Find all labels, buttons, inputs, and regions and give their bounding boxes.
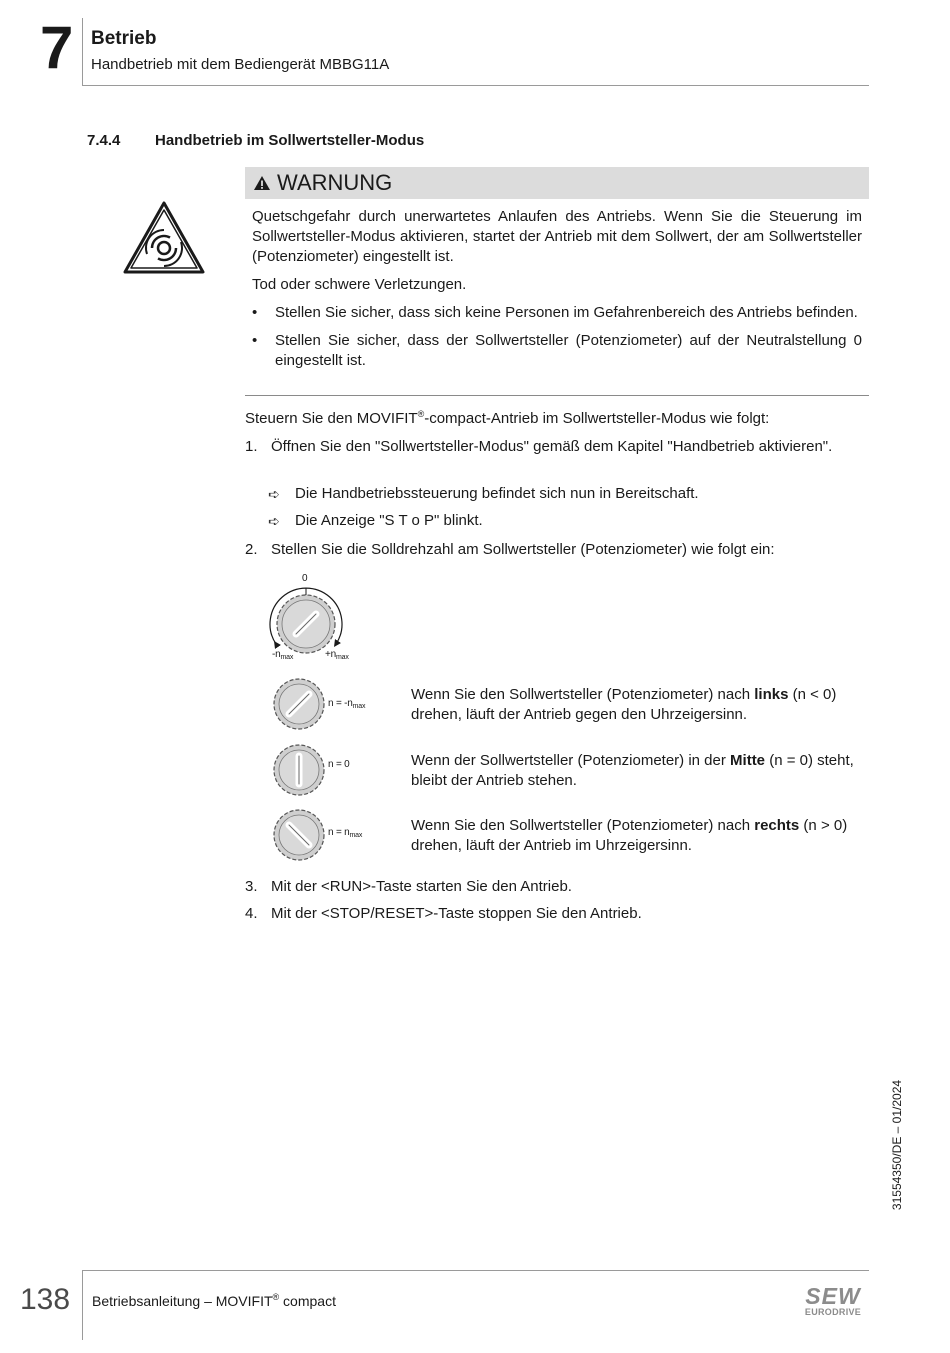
section-title: Handbetrieb im Sollwertsteller-Modus bbox=[155, 132, 425, 149]
document-id bbox=[887, 1075, 907, 1215]
result-text: Die Anzeige "S T o P" blinkt. bbox=[295, 512, 483, 529]
step-text: Stellen Sie die Solldrehzahl am Sollwertsteller (Potenziometer) wie folgt ein: bbox=[271, 541, 775, 558]
step-number: 2. bbox=[245, 541, 258, 558]
warning-triangle-icon bbox=[253, 175, 271, 191]
knob-description-center: Wenn der Sollwertsteller (Potenziometer) in der Mitte (n = 0) steht, bleibt der Antrieb stehen. bbox=[411, 752, 854, 789]
potentiometer-min-label: $-n_{max}$ bbox=[272, 649, 294, 661]
footer-document-title: Betriebsanleitung – MOVIFIT® compact bbox=[92, 1292, 336, 1309]
result-arrow-icon: ➪ bbox=[268, 486, 280, 502]
warning-bottom-rule bbox=[245, 395, 869, 396]
knob-label-left: $n = -n_{max}$ bbox=[328, 698, 366, 710]
step-text: Mit der <RUN>-Taste starten Sie den Antrieb. bbox=[271, 878, 572, 895]
knob-label-center: n = 0 bbox=[328, 759, 350, 770]
warning-title: WARNUNG bbox=[277, 170, 393, 195]
result-arrow-icon: ➪ bbox=[268, 513, 280, 529]
potentiometer-left-icon bbox=[272, 677, 326, 731]
knob-label-right: $n = n_{max}$ bbox=[328, 827, 363, 839]
svg-text:SEW: SEW bbox=[805, 1284, 861, 1309]
warning-body bbox=[252, 207, 862, 379]
step-number: 1. bbox=[245, 438, 258, 455]
warning-text: Quetschgefahr durch unerwartetes Anlaufen des Antriebs. Wenn Sie die Steuerung im Sollwertsteller-Modus aktivieren, startet der Antrieb mit dem Sollwert, der am Sollwertsteller (Potenziometer) eingestellt ist. bbox=[252, 208, 862, 265]
page-number: 138 bbox=[20, 1283, 71, 1316]
rotating-hazard-icon bbox=[122, 200, 206, 276]
intro-suffix: -compact-Antrieb im Sollwertsteller-Modus wie folgt: bbox=[424, 410, 770, 427]
document-id-text: 31554350/DE – 01/2024 bbox=[890, 1079, 904, 1211]
step-text: Öffnen Sie den "Sollwertsteller-Modus" gemäß dem Kapitel "Handbetrieb aktivieren". bbox=[271, 438, 833, 455]
warning-consequence: Tod oder schwere Verletzungen. bbox=[252, 276, 467, 293]
warning-measure-text: Stellen Sie sicher, dass der Sollwertsteller (Potenziometer) auf der Neutralstellung 0 eingestellt ist. bbox=[275, 332, 862, 369]
knob-description-right: Wenn Sie den Sollwertsteller (Potenziometer) nach rechts (n > 0) drehen, läuft der Antrieb im Uhrzeigersinn. bbox=[411, 817, 848, 854]
step-number: 4. bbox=[245, 905, 258, 922]
header-divider bbox=[82, 85, 869, 86]
knob-description-left: Wenn Sie den Sollwertsteller (Potenziometer) nach links (n < 0) drehen, läuft der Antrieb gegen den Uhrzeigersinn. bbox=[411, 686, 837, 723]
intro-text bbox=[245, 409, 769, 429]
section-number: 7.4.4 bbox=[87, 132, 121, 149]
step-text: Mit der <STOP/RESET>-Taste stoppen Sie den Antrieb. bbox=[271, 905, 642, 922]
potentiometer-right-icon bbox=[272, 808, 326, 862]
svg-text:EURODRIVE: EURODRIVE bbox=[804, 1307, 862, 1317]
sew-eurodrive-logo bbox=[798, 1284, 868, 1318]
result-text: Die Handbetriebssteuerung befindet sich nun in Bereitschaft. bbox=[295, 485, 699, 502]
chapter-title: Betrieb bbox=[91, 28, 157, 49]
footer-divider bbox=[82, 1270, 869, 1271]
intro-prefix: Steuern Sie den MOVIFIT bbox=[245, 410, 418, 427]
chapter-subtitle: Handbetrieb mit dem Bediengerät MBBG11A bbox=[91, 56, 390, 73]
potentiometer-center-icon bbox=[272, 743, 326, 797]
warning-measure-text: Stellen Sie sicher, dass sich keine Personen im Gefahrenbereich des Antriebs befinden. bbox=[275, 304, 858, 321]
bullet: • bbox=[252, 304, 258, 321]
warning-measure bbox=[252, 303, 862, 323]
potentiometer-max-label: $+n_{max}$ bbox=[325, 649, 349, 661]
registered-mark: ® bbox=[417, 409, 425, 419]
step-number: 3. bbox=[245, 878, 258, 895]
header-divider-vertical bbox=[82, 18, 83, 86]
warning-measure bbox=[252, 331, 862, 371]
chapter-number: 7 bbox=[40, 14, 74, 81]
bullet: • bbox=[252, 332, 258, 349]
footer-divider-vertical bbox=[82, 1270, 83, 1340]
potentiometer-zero-label: 0 bbox=[302, 573, 308, 584]
